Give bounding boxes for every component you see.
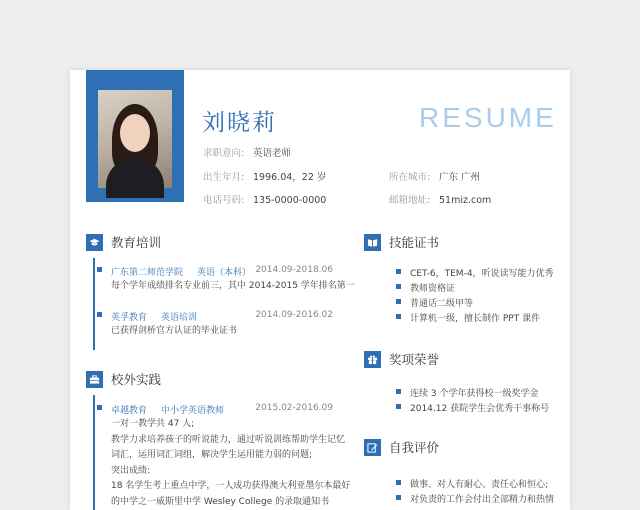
- award-item: 2014.12 获院学生会优秀干事称号: [410, 401, 549, 414]
- edit-icon: [364, 439, 381, 456]
- info-phone: 电话号码: 135-0000-0000: [203, 195, 327, 206]
- education-entry-1: 广东第二师范学院 英语（本科） 2014.09-2018.06: [111, 265, 333, 278]
- profile-photo: [98, 90, 172, 188]
- info-birth: 出生年月: 1996.04，22 岁: [203, 172, 327, 183]
- skill-item: 计算机一级，擅长制作 PPT 课件: [410, 311, 540, 324]
- photo-frame: [86, 70, 184, 202]
- skill-item: 教师资格证: [410, 281, 455, 294]
- info-job-intention: 求职意向: 英语老师: [203, 148, 292, 159]
- timeline-dot: [97, 312, 102, 317]
- education-entry-2-desc: 已获得剑桥官方认证的毕业证书: [111, 326, 238, 336]
- info-email: 邮箱地址: 51miz.com: [389, 195, 492, 206]
- education-timeline: [93, 258, 95, 350]
- evaluation-item: 对负责的工作会付出全部精力和热情: [410, 492, 554, 505]
- section-practice-header: 校外实践: [86, 370, 161, 388]
- book-icon: [364, 234, 381, 251]
- candidate-name: 刘晓莉: [202, 110, 277, 136]
- section-awards-header: 奖项荣誉: [364, 350, 439, 368]
- timeline-dot: [97, 405, 102, 410]
- graduation-cap-icon: [86, 234, 103, 251]
- practice-entry: 卓越教育 中小学英语教师 2015.02-2016.09: [111, 403, 333, 416]
- evaluation-item: 做事、对人有耐心、责任心和恒心;: [410, 477, 548, 490]
- section-evaluation-header: 自我评价: [364, 438, 439, 456]
- practice-description: 一对一教学共 47 人; 教学力求培养孩子的听说能力，通过听说训练帮助学生记忆 词汇，运用词汇词组，解决学生运用能力弱的问题; 突出成绩: 18 名学生考上重点中学，一人成功获得澳大利亚墨尔本最好 的中学之一威斯里中学 Wesley College 的录取通知书: [111, 419, 351, 507]
- skill-item: 普通话二级甲等: [410, 296, 473, 309]
- gift-icon: [364, 351, 381, 368]
- award-item: 连续 3 个学年获得校一级奖学金: [410, 386, 538, 399]
- education-entry-1-desc: 每个学年成绩排名专业前三，其中 2014-2015 学年排名第一: [111, 281, 355, 291]
- resume-watermark: RESUME: [419, 102, 557, 133]
- resume-sheet: [70, 70, 570, 510]
- education-entry-2: 英孚教育 英语培训 2014.09-2016.02: [111, 310, 333, 323]
- timeline-dot: [97, 267, 102, 272]
- section-skills-header: 技能证书: [364, 233, 439, 251]
- practice-timeline: [93, 395, 95, 510]
- info-city: 所在城市: 广东 广州: [389, 172, 481, 183]
- briefcase-icon: [86, 371, 103, 388]
- skill-item: CET-6，TEM-4，听说读写能力优秀: [410, 266, 554, 279]
- section-education-header: 教育培训: [86, 233, 161, 251]
